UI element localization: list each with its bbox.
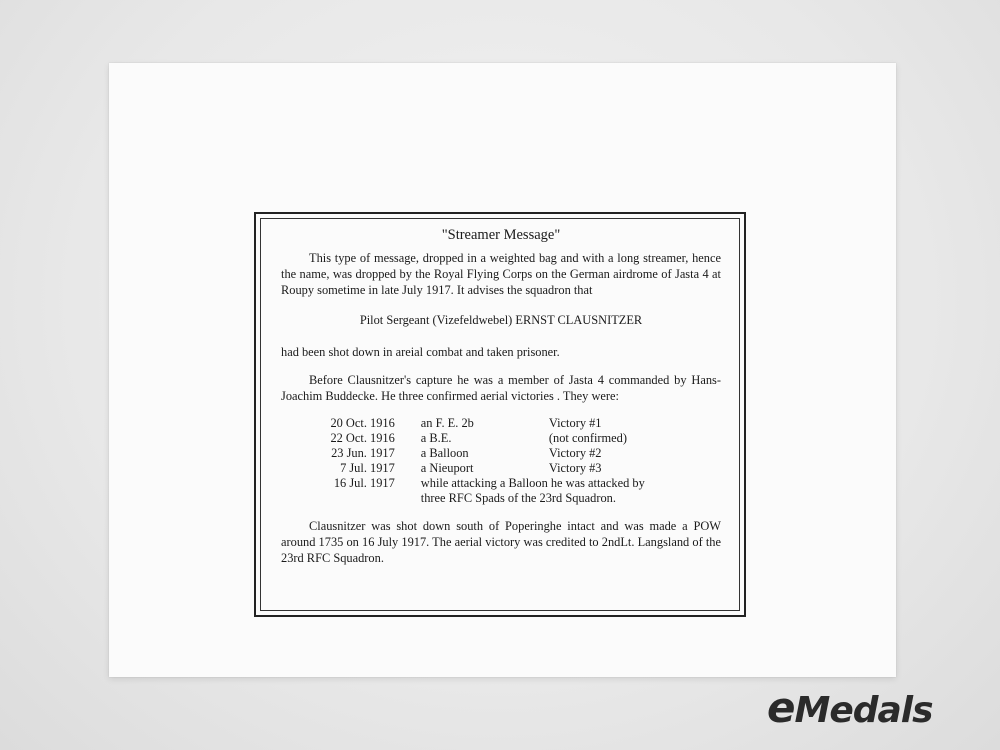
intro-paragraph: This type of message, dropped in a weighted bag and with a long streamer, hence the name, was dropped by the Royal Flying Corps on the German airdrome of Jasta 4 at Roupy sometime in late July 1917. It advises the squadron that bbox=[281, 251, 721, 297]
document-content bbox=[281, 226, 721, 566]
table-row bbox=[281, 446, 721, 461]
table-row bbox=[281, 416, 721, 431]
emedals-watermark bbox=[767, 683, 933, 732]
victory-date: 20 Oct. 1916 bbox=[330, 416, 395, 430]
victory-date: 7 Jul. 1917 bbox=[340, 461, 395, 475]
final-event-date: 16 Jul. 1917 bbox=[333, 476, 395, 490]
victory-result: Victory #3 bbox=[548, 461, 602, 475]
victory-date: 23 Jun. 1917 bbox=[331, 446, 395, 460]
victory-date: 22 Oct. 1916 bbox=[330, 431, 395, 445]
document-title: "Streamer Message" bbox=[441, 227, 561, 243]
final-event-line-2: three RFC Spads of the 23rd Squadron. bbox=[420, 491, 616, 505]
victory-aircraft: a Nieuport bbox=[420, 461, 474, 475]
table-row bbox=[281, 476, 721, 506]
capture-paragraph: Before Clausnitzer's capture he was a member of Jasta 4 commanded by Hans-Joachim Buddecke. He three confirmed aerial victories . They were: bbox=[281, 373, 721, 403]
victory-aircraft: a B.E. bbox=[420, 431, 452, 445]
conclusion-paragraph: Clausnitzer was shot down south of Poperinghe intact and was made a POW around 1735 on 16 July 1917. The aerial victory was credited to 2ndLt. Langsland of the 23rd RFC Squadron. bbox=[281, 519, 721, 565]
victory-aircraft: an F. E. 2b bbox=[420, 416, 474, 430]
victories-table bbox=[281, 416, 721, 506]
watermark-e: e bbox=[767, 683, 795, 732]
shot-down-paragraph: had been shot down in areial combat and taken prisoner. bbox=[281, 345, 560, 359]
table-row bbox=[281, 431, 721, 446]
pilot-name-line: Pilot Sergeant (Vizefeldwebel) ERNST CLAUSNITZER bbox=[359, 313, 643, 327]
watermark-text: Medals bbox=[794, 690, 933, 731]
victory-result: Victory #2 bbox=[548, 446, 602, 460]
victory-result: Victory #1 bbox=[548, 416, 602, 430]
table-row bbox=[281, 461, 721, 476]
final-event-line-1: while attacking a Balloon he was attacked by bbox=[420, 476, 645, 490]
victory-aircraft: a Balloon bbox=[420, 446, 469, 460]
victory-result: (not confirmed) bbox=[548, 431, 628, 445]
